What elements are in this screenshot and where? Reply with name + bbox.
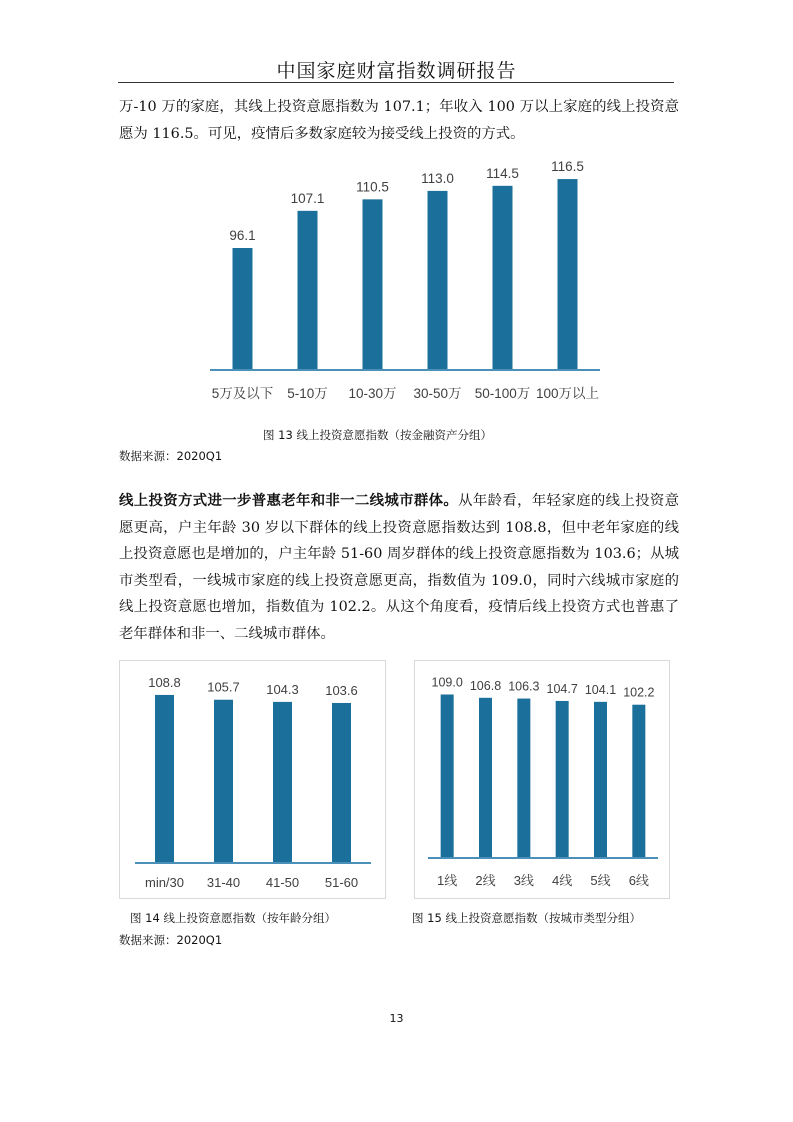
bar-fig14-4: [332, 703, 351, 863]
category-label-fig15-4: 4线: [552, 873, 573, 888]
source-fig13: 数据来源：2020Q1: [119, 449, 223, 463]
caption-fig13: 图 13 线上投资意愿指数（按金融资产分组）: [263, 428, 492, 442]
category-label-fig15-2: 2线: [475, 873, 496, 888]
category-label-fig14-2: 31-40: [206, 875, 241, 890]
value-label-fig15-6: 102.2: [623, 685, 655, 700]
caption-fig14: 图 14 线上投资意愿指数（按年龄分组）: [130, 911, 336, 925]
category-label-fig15-3: 3线: [513, 873, 534, 888]
value-label-fig15-1: 109.0: [431, 675, 463, 690]
bar-fig15-5: [594, 702, 607, 858]
bar-fig15-6: [632, 705, 645, 858]
bar-fig15-2: [479, 698, 492, 858]
value-label-fig13-4: 113.0: [421, 170, 454, 186]
value-label-fig15-2: 106.8: [469, 678, 502, 693]
category-label-fig15-5: 5线: [590, 873, 611, 888]
paragraph-1: 万-10 万的家庭，其线上投资意愿指数为 107.1；年收入 100 万以上家庭的线上投资意愿为 116.5。可见，疫情后多数家庭较为接受线上投资的方式。: [119, 99, 679, 142]
bar-fig14-3: [273, 702, 292, 863]
category-label-fig15-1: 1线: [437, 873, 458, 888]
bar-fig13-3: [363, 199, 383, 370]
category-label-fig13-5: 50-100万: [474, 386, 531, 401]
header-divider: [118, 82, 674, 83]
value-label-fig14-2: 105.7: [207, 679, 240, 695]
bar-fig13-1: [233, 248, 253, 370]
source-fig14: 数据来源：2020Q1: [119, 933, 223, 947]
category-label-fig13-4: 30-50万: [413, 386, 462, 401]
category-label-fig14-1: min/30: [144, 875, 185, 890]
bar-fig15-1: [441, 695, 454, 859]
value-label-fig15-3: 106.3: [508, 679, 540, 694]
bar-fig13-5: [493, 186, 513, 370]
bar-fig14-2: [214, 700, 233, 863]
bar-fig15-3: [517, 699, 530, 858]
bar-fig13-6: [558, 179, 578, 370]
chart-fig15: [414, 660, 670, 899]
category-label-fig14-4: 51-60: [324, 875, 359, 890]
category-label-fig13-2: 5-10万: [287, 386, 328, 401]
paragraph-2-body: 从年龄看，年轻家庭的线上投资意愿更高，户主年龄 30 岁以下群体的线上投资意愿指数达到 108.8，但中老年家庭的线上投资意愿也是增加的，户主年龄 51-60 周岁群体的线上投资意愿指数为 103.6；从城市类型看，一线城市家庭的线上投资意愿更高，指数值为 109.0，同时六线城市家庭的线上投资意愿也增加，指数值为 102.2。从这个角度看，疫情后线上投资方式也普惠了老年群体和非一、二线城市群体。: [119, 493, 679, 642]
value-label-fig15-5: 104.1: [584, 682, 617, 697]
value-label-fig14-3: 104.3: [266, 681, 299, 697]
paragraph-2: [119, 488, 679, 647]
category-label-fig13-3: 10-30万: [348, 386, 397, 401]
caption-fig15: 图 15 线上投资意愿指数（按城市类型分组）: [412, 911, 641, 925]
value-label-fig13-1: 96.1: [229, 228, 256, 244]
value-label-fig14-4: 103.6: [325, 682, 358, 698]
chart-fig13: [190, 160, 610, 410]
bar-fig13-2: [298, 211, 318, 370]
category-label-fig14-3: 41-50: [265, 875, 300, 890]
bar-fig15-4: [556, 701, 569, 858]
bar-fig14-1: [155, 695, 174, 863]
value-label-fig14-1: 108.8: [148, 674, 181, 690]
page-number: 13: [389, 1012, 404, 1025]
category-label-fig13-6: 100万以上: [535, 386, 600, 401]
value-label-fig13-3: 110.5: [356, 179, 389, 195]
value-label-fig13-2: 107.1: [290, 190, 325, 206]
chart-fig14: [119, 660, 386, 899]
value-label-fig15-4: 104.7: [546, 681, 578, 696]
paragraph-2-lead: 线上投资方式进一步普惠老年和非一二线城市群体。: [119, 493, 459, 509]
category-label-fig13-1: 5万及以下: [211, 386, 274, 401]
bar-fig13-4: [428, 191, 448, 370]
category-label-fig15-6: 6线: [628, 873, 649, 888]
value-label-fig13-6: 116.5: [551, 159, 584, 175]
value-label-fig13-5: 114.5: [486, 165, 519, 181]
page-header-title: 中国家庭财富指数调研报告: [276, 60, 517, 82]
